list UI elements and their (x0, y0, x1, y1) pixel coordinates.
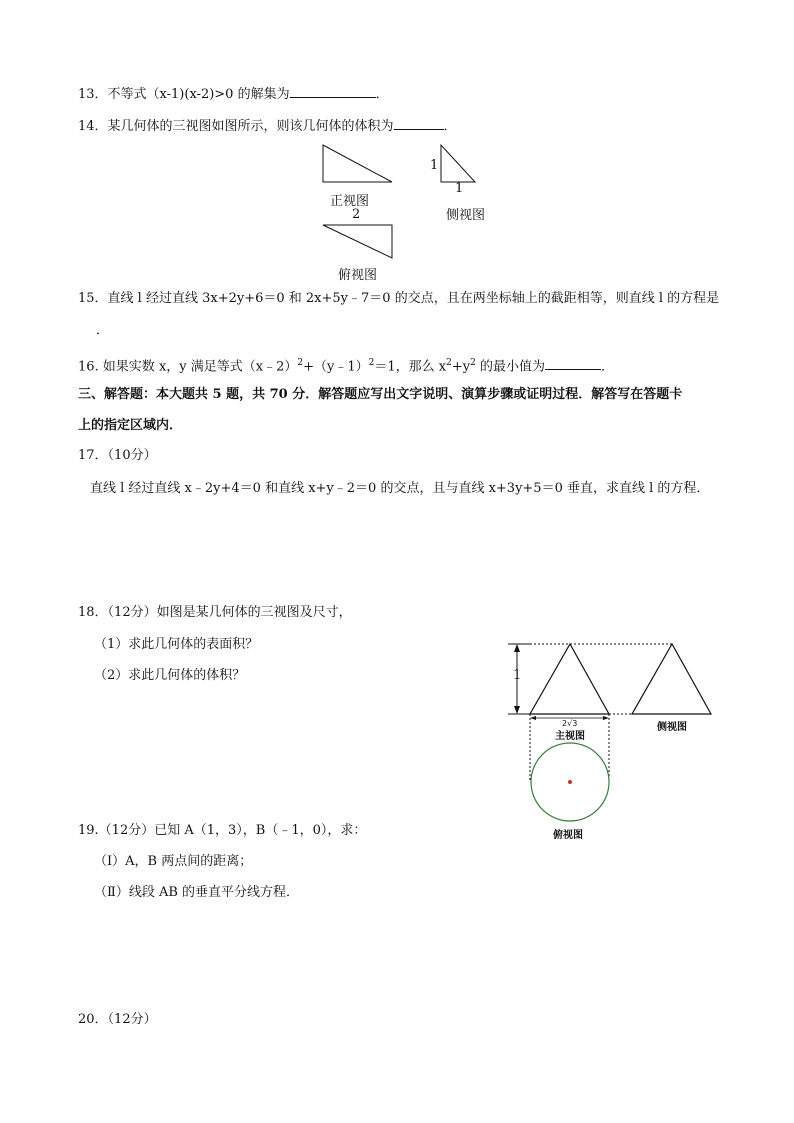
q14-top-view-triangle (322, 224, 394, 260)
q13-suffix: ． (375, 87, 389, 102)
q14-top-width-label: 2 (352, 207, 361, 222)
q16-sup-4: 2 (470, 358, 476, 368)
q16-sup-2: 2 (368, 358, 375, 368)
question-15 (78, 290, 719, 308)
q14-side-width-label: 1 (455, 181, 464, 196)
question-17-body: 直线 l 经过直线 x﹣2y+4＝0 和直线 x+y﹣2＝0 的交点，且与直线 x+3y+5＝0 垂直，求直线 l 的方程． (90, 481, 710, 496)
question-18-part-1: （1）求此几何体的表面积？ (94, 637, 259, 652)
q14-top-view-label: 俯视图 (338, 268, 378, 283)
q15-text: 15．直线 l 经过直线 3x+2y+6＝0 和 2x+5y﹣7＝0 的交点，且在两坐标轴上的截距相等，则直线 l 的方程是 (78, 291, 720, 306)
q14-suffix: ． (443, 119, 457, 134)
q16-text-2: +（y﹣1） (303, 359, 369, 375)
q14-side-view-label: 侧视图 (446, 208, 486, 223)
q16-answer-blank[interactable] (545, 355, 601, 370)
section-3-heading: 三、解答题：本大题共 5 题，共 70 分．解答题应写出文字说明、演算步骤或证明过程．解答写在答题卡 (78, 387, 683, 402)
q16-text-1: 16. 如果实数 x，y 满足等式（x﹣2） (78, 359, 298, 375)
question-18-head: 18．（12分）如图是某几何体的三视图及尺寸， (78, 605, 352, 620)
q14-side-view-triangle (440, 144, 478, 184)
q16-text-5: 的最小值为 (475, 359, 545, 375)
q13-answer-blank[interactable] (290, 83, 376, 98)
q18-height-label: 1 (513, 668, 522, 683)
q16-sup-3: 2 (446, 358, 452, 368)
q13-text: 13．不等式（x-1)(x-2)>0 的解集为 (78, 87, 290, 102)
question-19-head: 19.（12分）已知 A（1，3），B（﹣1，0），求： (78, 823, 367, 838)
question-19-part-2: （Ⅱ）线段 AB 的垂直平分线方程． (94, 885, 300, 900)
question-16 (78, 354, 614, 376)
q18-front-view-label: 主视图 (555, 731, 585, 742)
question-13 (78, 83, 389, 104)
q14-answer-blank[interactable] (394, 115, 444, 130)
q15-line2: ． (96, 323, 110, 338)
q16-text-3: ＝1，那么 x (374, 359, 447, 375)
section-3-heading-cont: 上的指定区域内． (78, 418, 183, 433)
q16-sup-1: 2 (297, 358, 304, 368)
question-18-part-2: （2）求此几何体的体积？ (94, 668, 246, 683)
question-14 (78, 115, 457, 136)
q16-suffix: ． (600, 359, 614, 375)
q18-top-view-label: 俯视图 (553, 830, 583, 841)
question-17-head: 17．（10分） (78, 448, 157, 463)
q18-base-label: 2√3 (562, 719, 578, 728)
q14-side-height-label: 1 (430, 158, 439, 173)
q16-text-4: +y (451, 359, 471, 375)
question-19-part-1: （Ⅰ）A，B 两点间的距离； (94, 854, 253, 869)
q14-text: 14．某几何体的三视图如图所示，则该几何体的体积为 (78, 119, 394, 134)
q14-front-view-triangle (322, 144, 394, 184)
q14-front-view-label: 正视图 (330, 194, 370, 209)
q18-side-view-label: 侧视图 (657, 722, 687, 733)
question-20-head: 20．（12分） (78, 1012, 157, 1027)
q18-three-view-figure (500, 638, 720, 838)
